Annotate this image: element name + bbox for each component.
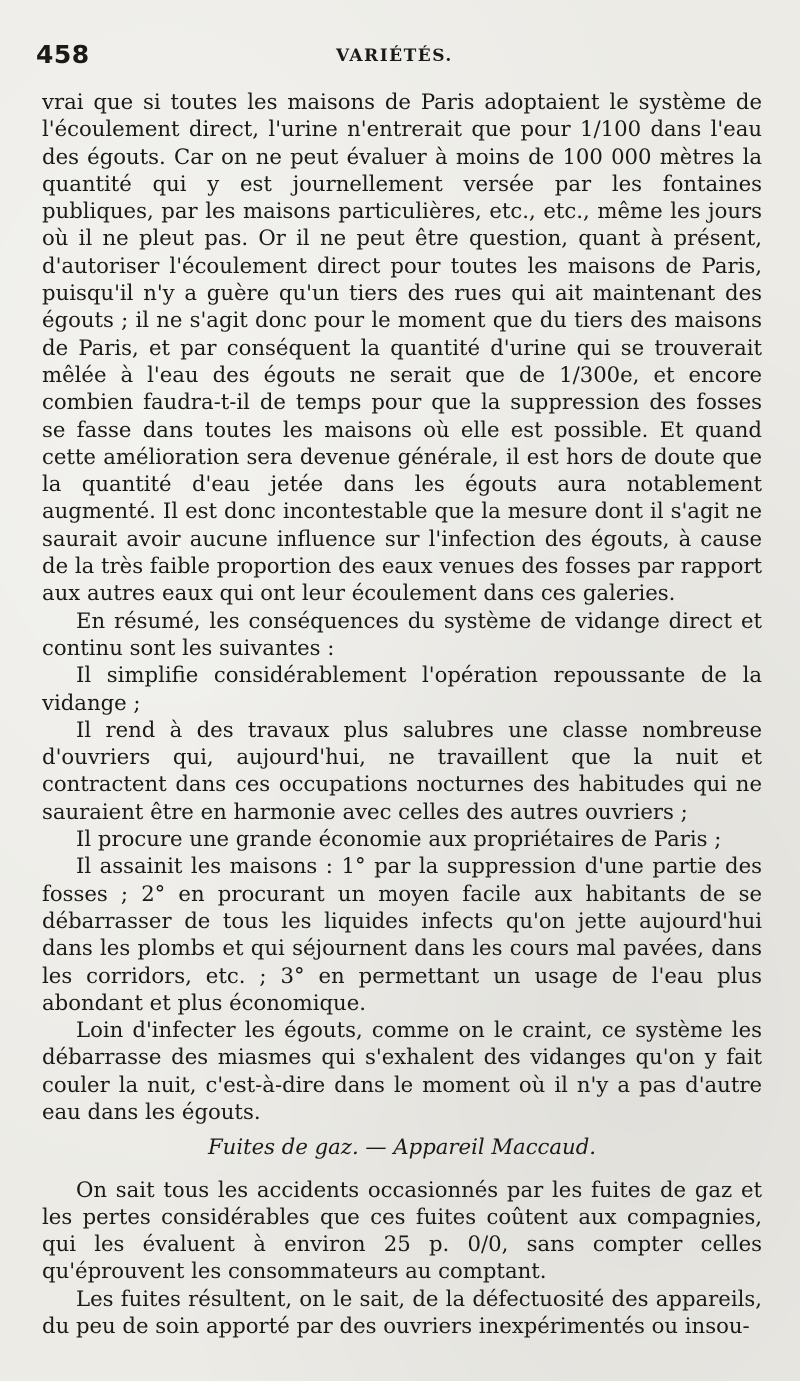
paragraph-summary: En résumé, les conséquences du système de vidange direct et continu sont les suivantes : (42, 607, 762, 660)
body-text (42, 88, 762, 1339)
paragraph-continued: vrai que si toutes les maisons de Paris adoptaient le système de l'écoulement direct, l'urine n'entrerait que pour 1/100 dans l'eau des égouts. Car on ne peut évaluer à moins de 100 000 mètres la quantité qui y est journellement versée par les fontaines publiques, par les maisons particulières, etc., etc., même les jours où il ne pleut pas. Or il ne peut être question, quant à présent, d'autoriser l'écoulement direct pour toutes les maisons de Paris, puisqu'il n'y a guère qu'un tiers des rues qui ait maintenant des égouts ; il ne s'agit donc pour le moment que du tiers des maisons de Paris, et par conséquent la quantité d'urine qui se trouverait mêlée à l'eau des égouts ne serait que de 1/300e, et encore combien faudra-t-il de temps pour que la suppression des fosses se fasse dans toutes les maisons où elle est possible. Et quand cette amélioration sera devenue générale, il est hors de doute que la quantité d'eau jetée dans les égouts aura notablement augmenté. Il est donc incontestable que la mesure dont il s'agit ne saurait avoir aucune influence sur l'infection des égouts, à cause de la très faible proportion des eaux venues des fosses par rapport aux autres eaux qui ont leur écoulement dans ces galeries. (42, 89, 762, 606)
running-title: VARIÉTÉS. (336, 46, 453, 66)
section-paragraph: Les fuites résultent, on le sait, de la défectuosité des appareils, du peu de soin apporté par des ouvriers inexpérimentés ou insou- (42, 1285, 762, 1339)
paragraph-point: Il simplifie considérablement l'opération repoussante de la vidange ; (42, 662, 762, 715)
paragraph-point: Il procure une grande économie aux propriétaires de Paris ; (76, 826, 722, 852)
paragraph-conclusion: Loin d'infecter les égouts, comme on le craint, ce système les débarrasse des miasmes qui s'exhalent des vidanges qu'on y fait couler la nuit, c'est-à-dire dans le moment où il n'y a pas d'autre eau dans les égouts. (42, 1017, 762, 1124)
section-heading: Fuites de gaz. — Appareil Maccaud. (207, 1134, 597, 1160)
paragraph-point: Il rend à des travaux plus salubres une classe nombreuse d'ouvriers qui, aujourd'hui, ne travaillent que la nuit et contractent dans ces occupations nocturnes des habitudes qui ne sauraient être en harmonie avec celles des autres ouvriers ; (42, 716, 762, 824)
section-paragraph: On sait tous les accidents occasionnés par les fuites de gaz et les pertes considérables que ces fuites coûtent aux compagnies, qui les évaluent à environ 25 p. 0/0, sans compter celles qu'éprouvent les consommateurs au comptant. (42, 1176, 762, 1284)
page-header (36, 40, 762, 80)
paragraph-point: Il assainit les maisons : 1° par la suppression d'une partie des fosses ; 2° en procurant un moyen facile aux habitants de se débarrasser de tous les liquides infects qu'on jette aujourd'hui dans les plombs et qui séjournent dans les cours mal pavées, dans les corridors, etc. ; 3° en permettant un usage de l'eau plus abondant et plus économique. (42, 853, 762, 1015)
page-number: 458 (36, 40, 90, 69)
